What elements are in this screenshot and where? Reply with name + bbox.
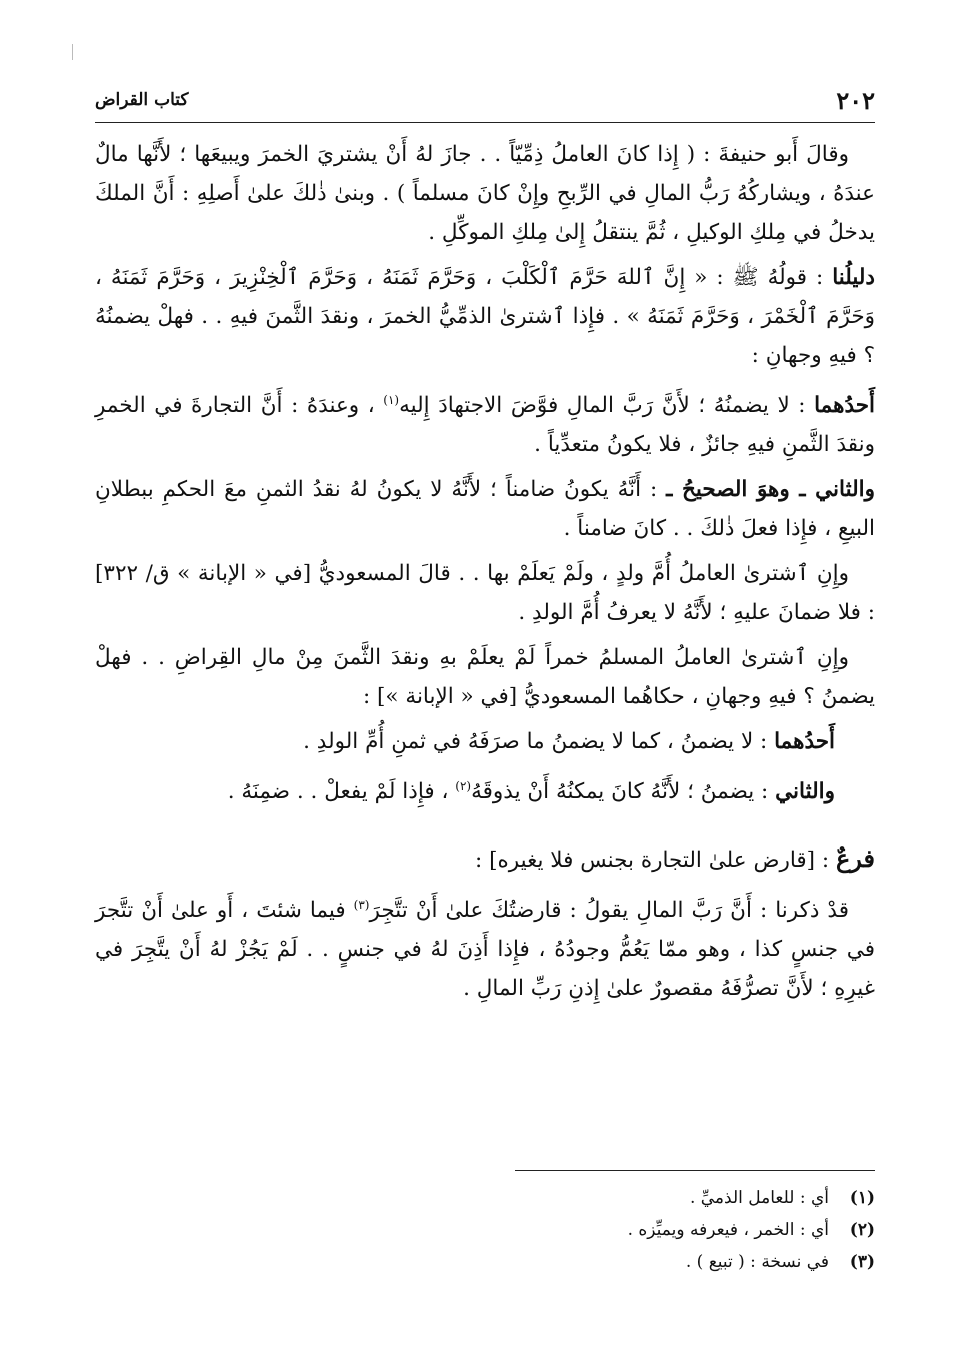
footnotes — [375, 1182, 875, 1278]
section-title: : [قارض علىٰ التجارة بجنس فلا يغيره] : — [475, 848, 836, 874]
margin-mark — [72, 44, 73, 60]
page-number: ٢٠٢ — [836, 86, 875, 115]
running-title: كتاب القراض — [95, 90, 189, 110]
paragraph-abu-hanifa: وقالَ أَبو حنيفةَ : ( إِذا كانَ العاملُ ذِمِّيّاً . . جازَ لهُ أَنْ يشتريَ الخمرَ ويبيعَها ؛ لأَنَّها مالٌ عندَهُ ، ويشاركُهُ رَبُّ المالِ في الرِّبحِ وإِنْ كانَ مسلماً ) . وبنىٰ ذٰلكَ علىٰ أَصلِهِ : أَنَّ الملكَ يدخلُ في مِلكِ الوكيلِ ، ثُمَّ ينتقلُ إِلىٰ مِلكِ الموكِّلِ . — [95, 142, 875, 245]
section-lead: فرعٌ — [835, 844, 875, 874]
paragraph-first-view — [95, 381, 875, 464]
footnote-ref[interactable]: (١) — [383, 393, 400, 407]
paragraph-text: : يضمنُ ؛ لأَنَّهُ كانَ يمكنُهُ أَنْ يذوقَهُ — [471, 779, 776, 805]
section-heading — [95, 839, 875, 880]
paragraph-text: ، فإِذا لَمْ يفعلْ . . ضمِنَهُ . — [227, 779, 456, 805]
lead-word: والثاني ـ وهوَ الصحيحُ ـ — [666, 477, 875, 503]
footnote — [375, 1214, 875, 1246]
footnote-divider — [515, 1170, 875, 1171]
footnote-text: أي : للعامل الذميِّ . — [689, 1188, 829, 1208]
footnote — [375, 1182, 875, 1214]
paragraph-text: ، وعندَهُ : أَنَّ التجارةَ في الخمرِ ونقدَ الثَّمنِ فيهِ جائزٌ ، فلا يكونُ متعدِّياً . — [95, 393, 875, 458]
paragraph-second-opinion — [95, 767, 875, 811]
footnote-number: (٢) — [849, 1220, 875, 1240]
paragraph-evidence — [95, 258, 875, 375]
paragraph-text: قدْ ذكرنا : أَنَّ رَبَّ المالِ يقولُ : قارضتُكَ علىٰ أَنْ تتَّجِرَ — [369, 898, 849, 924]
paragraph-text: : أَنَّهُ يكونُ ضامناً ؛ لأَنَّهُ لا يكونُ لهُ نقدُ الثمنِ معَ الحكمِ ببطلانِ البيعِ ، فإِذا فعلَ ذٰلكَ . . كانَ ضامناً . — [95, 477, 875, 542]
footnote-ref[interactable]: (٣) — [353, 898, 370, 913]
paragraph-umm-walad: وإِنِ ٱشترىٰ العاملُ أُمَّ ولدٍ ، ولَمْ يَعلَمْ بها . . قالَ المسعوديُّ [في « الإبانة » ق/ ٣٢٢] : فلا ضمانَ عليهِ ؛ لأَنَّهُ لا يعرفُ أُمَّ الولدِ . — [95, 561, 875, 626]
paragraph-text: : قولُهُ ﷺ : « إِنَّ ٱللهَ حَرَّمَ ٱلْكَلْبَ ، وَحَرَّمَ ثَمَنَهُ ، وَحَرَّمَ ٱلْخِنْزِيرَ ، وَحَرَّمَ ثَمَنَهُ ، وَحَرَّمَ ٱلْخَمْرَ ، وَحَرَّمَ ثَمَنَهُ » . فإِذا ٱشترىٰ الذمِّيُّ الخمرَ ، ونقدَ الثَّمنَ فيهِ . . فهلْ يضمنُهُ ؟ فيهِ وجهانِ : — [95, 265, 875, 368]
paragraph-qirad-genus — [95, 886, 875, 1008]
page-header — [95, 82, 875, 123]
paragraph-text: فيما شئتَ ، أَو علىٰ أَنْ تتَّجرَ في جنسٍ كذا ، وهو ممّا يَعُمُّ وجودُهُ ، فإِذا أَذِنَ لهُ في جنسٍ . . لَمْ يَجُزْ لهُ أَنْ يتَّجِرَ في غيرِهِ ؛ لأَنَّ تصرُّفَهُ مقصورٌ علىٰ إِذنِ رَبِّ المالِ . — [95, 898, 875, 1002]
footnote — [375, 1246, 875, 1278]
footnote-text: في نسخة : ( تبيع ) . — [685, 1252, 829, 1272]
paragraph-first-opinion — [95, 722, 875, 761]
paragraph-text: : لا يضمنُ ، كما لا يضمنُ ما صرَفَهُ في ثمنِ أُمِّ الولدِ . — [303, 729, 775, 755]
footnote-number: (١) — [849, 1188, 875, 1208]
footnote-ref[interactable]: (٢) — [455, 779, 472, 794]
paragraph-text: : لا يضمنُهُ ؛ لأَنَّ رَبَّ المالِ فوَّضَ الاجتهادَ إِليه — [399, 393, 815, 419]
lead-word: أَحدُهما — [814, 393, 875, 419]
paragraph-muslim-worker: وإِنِ ٱشترىٰ العاملُ المسلمُ خمراً لَمْ يعلَمْ بهِ ونقدَ الثَّمنَ مِنْ مالِ القِراضِ . . فهلْ يضمنُ ؟ فيهِ وجهانِ ، حكاهُما المسعوديُّ [في « الإبانة »] : — [95, 645, 875, 710]
main-text — [95, 135, 875, 1014]
lead-word: دليلُنا — [832, 265, 875, 290]
lead-word: أَحدُهما — [774, 729, 835, 755]
footnote-number: (٣) — [849, 1252, 875, 1272]
paragraph-second-view — [95, 470, 875, 548]
footnote-text: أي : الخمر ، فيعرفه ويميِّزه . — [627, 1220, 829, 1240]
lead-word: والثاني — [775, 779, 835, 805]
